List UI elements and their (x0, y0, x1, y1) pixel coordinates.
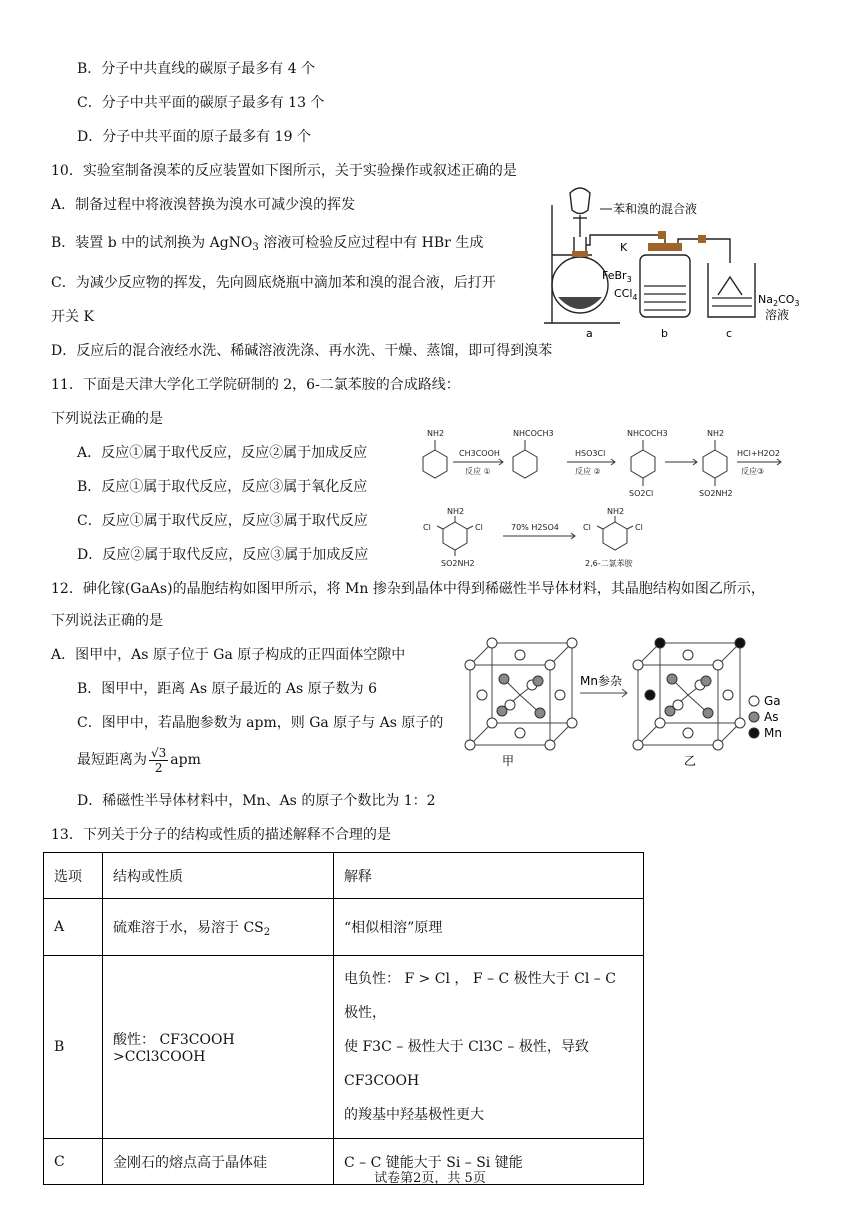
row-a-property: 硫难溶于水，易溶于 $CS_2$ (103, 899, 334, 956)
q11-option-d: D．反应②属于取代反应，反应③属于加成反应 (77, 547, 369, 563)
svg-text:Cl: Cl (475, 523, 483, 532)
svg-text:反应 ②: 反应 ② (575, 467, 601, 476)
svg-text:反应 ①: 反应 ① (465, 467, 491, 476)
q12-ask: 下列说法正确的是 (51, 613, 163, 629)
svg-text:2,6-二氯苯胺: 2,6-二氯苯胺 (585, 559, 633, 568)
fig-ccl4-label: CCl$_4$ (614, 287, 638, 302)
q12-option-c-cont: 最短距离为 $\frac{√3}{2}$ apm (77, 745, 201, 775)
q11-ask: 下列说法正确的是 (51, 411, 163, 427)
q12-option-b: B．图甲中，距离 As 原子最近的 As 原子数为 6 (77, 681, 378, 697)
svg-text:CH3COOH: CH3COOH (459, 449, 500, 458)
svg-text:SO2NH2: SO2NH2 (441, 559, 475, 568)
q10-option-d: D．反应后的混合液经水洗、稀碱溶液洗涤、再水洗、干燥、蒸馏，即可得到溴苯 (51, 343, 553, 359)
q10-option-c: C．为减少反应物的挥发，先向圆底烧瓶中滴加苯和溴的混合液，后打开 (51, 275, 496, 291)
fig-solution-label: 溶液 (765, 308, 790, 322)
q12-option-c: C．图甲中，若晶胞参数为 apm，则 Ga 原子与 As 原子的 (77, 715, 444, 731)
fig-label-c: c (726, 327, 733, 340)
svg-text:70% H2SO4: 70% H2SO4 (511, 523, 559, 532)
table-row-b (44, 956, 644, 1139)
fig-mix-label: 苯和溴的混合液 (613, 202, 698, 216)
q11-option-c: C．反应①属于取代反应，反应③属于取代反应 (77, 513, 368, 529)
q9-option-c: C．分子中共平面的碳原子最多有 13 个 (77, 95, 325, 111)
synthesis-route-figure (415, 420, 785, 570)
q11-option-a: A．反应①属于取代反应，反应②属于加成反应 (77, 445, 368, 461)
table-header-row (44, 853, 644, 899)
q10-option-b: B．装置 b 中的试剂换为 AgNO$_3$ 溶液可检验反应过程中有 HBr 生成 (51, 235, 484, 253)
svg-text:NHCOCH3: NHCOCH3 (627, 429, 668, 438)
q12-stem: 12．砷化镓(GaAs)的晶胞结构如图甲所示，将 Mn 掺杂到晶体中得到稀磁性半导体材料，其晶胞结构如图乙所示， (51, 581, 765, 597)
svg-text:Cl: Cl (583, 523, 591, 532)
fig-febr3-label: FeBr$_3$ (602, 269, 632, 284)
sqrt3-over-2-fraction: $\frac{√3}{2}$ (151, 745, 167, 775)
page-footer: 试卷第2页，共 5页 (374, 1171, 486, 1186)
row-b-option: B (44, 956, 103, 1139)
fig-label-a: a (586, 327, 593, 340)
svg-text:反应③: 反应③ (741, 467, 765, 476)
row-b-explanation: 电负性： F > Cl ， F – C 极性大于 Cl – C 极性， 使 F3C – 极性大于 Cl3C – 极性，导致 CF3COOH 的羧基中羟基极性更大 (334, 956, 644, 1139)
table-row-a (44, 899, 644, 956)
svg-text:NH2: NH2 (447, 507, 465, 516)
svg-text:HCl+H2O2: HCl+H2O2 (737, 449, 781, 458)
q10-option-c-cont: 开关 K (51, 309, 94, 325)
svg-text:Cl: Cl (635, 523, 643, 532)
row-a-explanation: “相似相溶”原理 (334, 899, 644, 956)
row-c-explanation: C – C 键能大于 Si – Si 键能 (334, 1139, 644, 1185)
header-option: 选项 (44, 853, 103, 899)
header-property: 结构或性质 (103, 853, 334, 899)
bromobenzene-apparatus-figure (540, 185, 825, 340)
fig-label-b: b (661, 327, 668, 340)
q13-table (43, 852, 644, 1185)
svg-text:HSO3Cl: HSO3Cl (575, 449, 606, 458)
fig-k-label: K (620, 241, 628, 254)
q12-option-a: A．图甲中，As 原子位于 Ga 原子构成的正四面体空隙中 (51, 647, 406, 663)
svg-text:甲: 甲 (502, 754, 515, 768)
row-b-property: 酸性： CF3COOH >CCl3COOH (103, 956, 334, 1139)
q10-stem: 10．实验室制备溴苯的反应装置如下图所示，关于实验操作或叙述正确的是 (51, 163, 517, 179)
svg-text:NH2: NH2 (427, 429, 445, 438)
fig-na2co3-label: $Na_2CO_3$ (758, 293, 800, 308)
svg-text:NH2: NH2 (607, 507, 625, 516)
q12-option-d: D．稀磁性半导体材料中，Mn、As 的原子个数比为 1：2 (77, 793, 436, 809)
svg-text:Mn参杂: Mn参杂 (580, 674, 622, 688)
svg-text:Ga: Ga (764, 694, 781, 708)
q9-option-d: D．分子中共平面的原子最多有 19 个 (77, 129, 311, 145)
svg-text:Cl: Cl (423, 523, 431, 532)
svg-text:NH2: NH2 (707, 429, 725, 438)
q10-option-a: A．制备过程中将液溴替换为溴水可减少溴的挥发 (51, 197, 356, 213)
row-a-option: A (44, 899, 103, 956)
crystal-cell-figure (462, 635, 807, 770)
svg-text:SO2NH2: SO2NH2 (699, 489, 733, 498)
svg-text:SO2Cl: SO2Cl (629, 489, 654, 498)
row-c-property: 金刚石的熔点高于晶体硅 (103, 1139, 334, 1185)
q13-stem: 13．下列关于分子的结构或性质的描述解释不合理的是 (51, 827, 391, 843)
q9-option-b: B．分子中共直线的碳原子最多有 4 个 (77, 61, 316, 77)
q11-stem: 11．下面是天津大学化工学院研制的 2，6-二氯苯胺的合成路线： (51, 377, 460, 393)
svg-text:Mn: Mn (764, 726, 782, 740)
svg-text:As: As (764, 710, 779, 724)
svg-text:NHCOCH3: NHCOCH3 (513, 429, 554, 438)
q11-option-b: B．反应①属于取代反应，反应③属于氧化反应 (77, 479, 368, 495)
svg-text:乙: 乙 (684, 754, 697, 768)
row-c-option: C (44, 1139, 103, 1185)
header-explanation: 解释 (334, 853, 644, 899)
